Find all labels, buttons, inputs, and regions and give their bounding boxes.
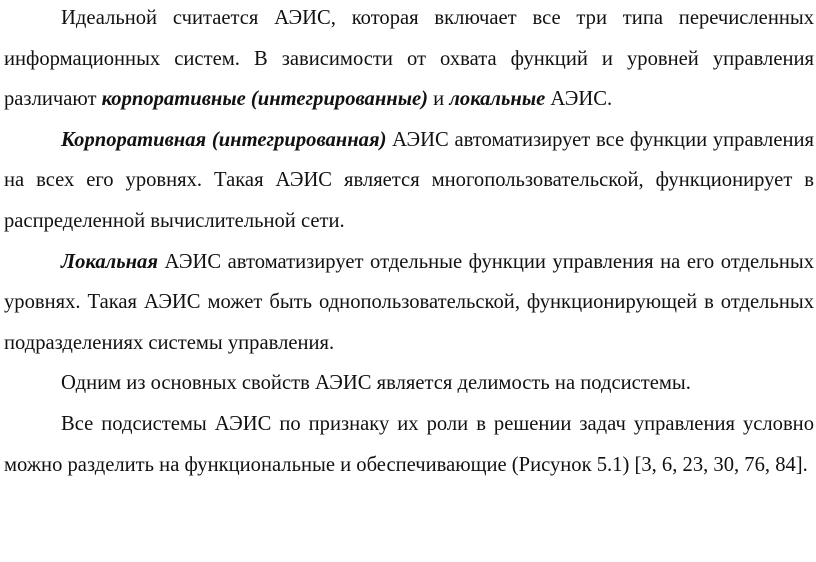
emphasis-local-heading: Локальная [61,250,158,273]
paragraph-local-definition [4,242,814,364]
emphasis-corporate-term: корпоративные (интегрированные) [101,88,429,111]
text-segment: Одним из основных свойств АЭИС является делимость на подсистемы. [61,372,691,395]
text-segment: Все подсистемы АЭИС по признаку их роли в решении задач управления условно можно разделить на функциональные и обеспечивающие (Рисунок 5.1) [3, 6, 23, 30, 76, 84]. [4,412,814,476]
paragraph-divisibility [4,363,814,404]
emphasis-corporate-heading: Корпоративная (интегрированная) [61,128,387,151]
text-segment: АЭИС. [545,88,613,111]
text-segment: АЭИС автоматизирует все функции управления на всех его уровнях. Такая АЭИС является многопользовательской, функционирует в распределенной вычислительной сети. [4,128,814,232]
emphasis-local-term: локальные [449,88,546,111]
text-segment: АЭИС автоматизирует отдельные функции управления на его отдельных уровнях. Такая АЭИС может быть однопользовательской, функционирующей в отдельных подразделениях системы управления. [4,250,814,354]
text-segment: Идеальной считается АЭИС, которая включает все три типа перечисленных информационных систем. В зависимости от охвата функций и уровней управления различают [4,7,814,111]
text-segment: и [428,88,450,111]
paragraph-corporate-definition [4,120,814,242]
document-page [4,0,814,485]
paragraph-subsystems [4,404,814,485]
paragraph-ideal-system [4,0,814,120]
